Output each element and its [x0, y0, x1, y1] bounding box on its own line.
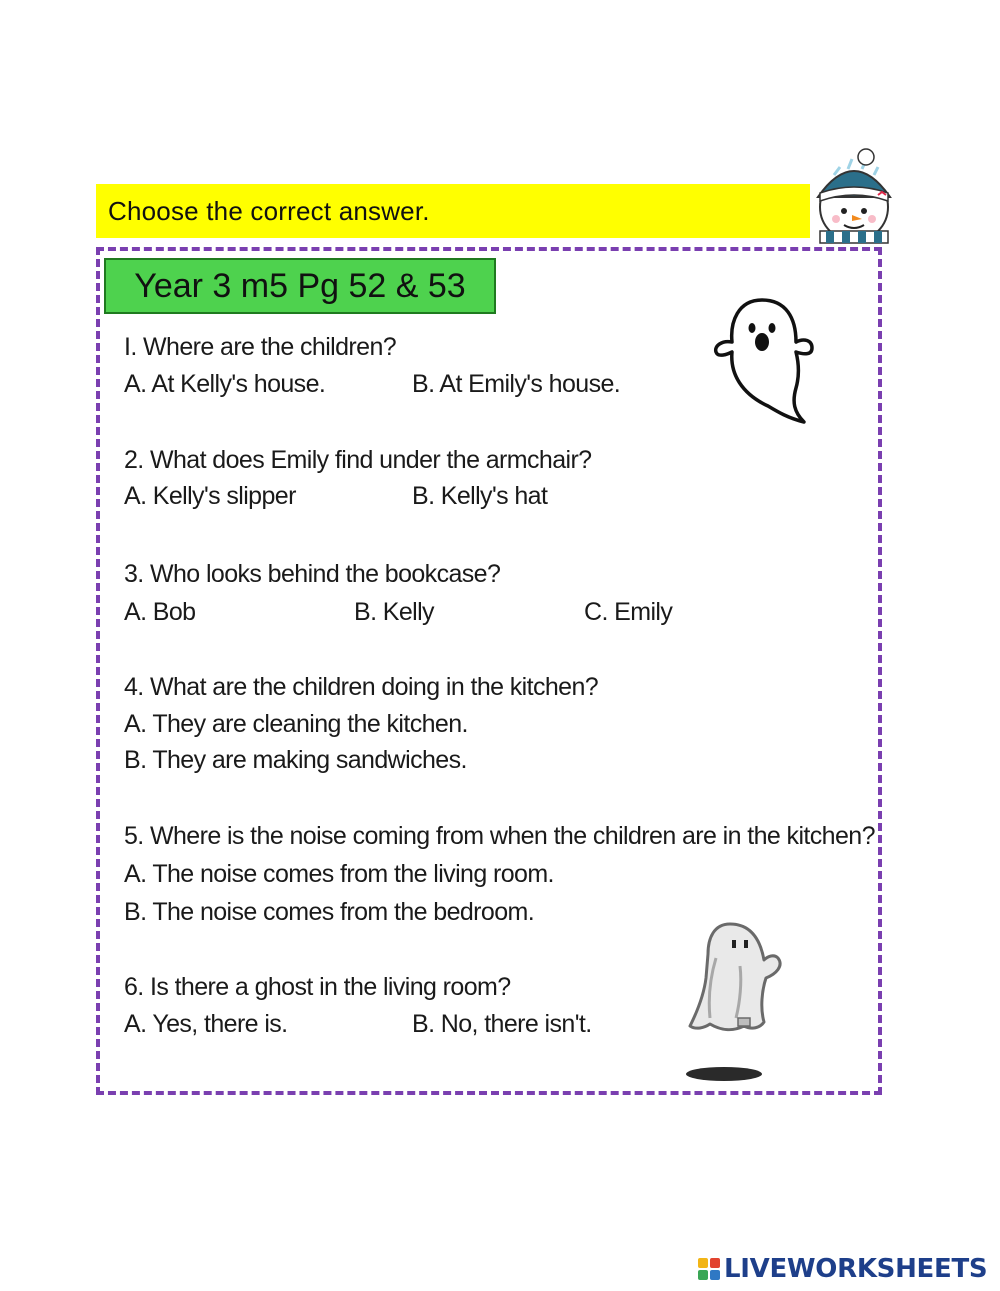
- question-3-option-a[interactable]: A. Bob: [124, 598, 196, 626]
- question-5-option-a[interactable]: A. The noise comes from the living room.: [124, 860, 554, 888]
- question-4-option-b[interactable]: B. They are making sandwiches.: [124, 746, 467, 774]
- question-4: 4. What are the children doing in the kitchen?: [124, 673, 599, 701]
- question-2-option-b[interactable]: B. Kelly's hat: [412, 482, 548, 510]
- instruction-text: Choose the correct answer.: [108, 195, 430, 226]
- question-1: I. Where are the children?: [124, 333, 397, 361]
- question-6-option-a[interactable]: A. Yes, there is.: [124, 1010, 288, 1038]
- question-5-option-b[interactable]: B. The noise comes from the bedroom.: [124, 898, 535, 926]
- question-4-option-a[interactable]: A. They are cleaning the kitchen.: [124, 710, 468, 738]
- lesson-label-text: Year 3 m5 Pg 52 & 53: [134, 266, 466, 305]
- logo-text: LIVEWORKSHEETS: [724, 1254, 988, 1284]
- question-2: 2. What does Emily find under the armchair?: [124, 446, 592, 474]
- question-2-option-a[interactable]: A. Kelly's slipper: [124, 482, 296, 510]
- liveworksheets-logo-icon: [698, 1258, 720, 1280]
- snowman-icon: [804, 145, 904, 245]
- question-1-option-a[interactable]: A. At Kelly's house.: [124, 370, 326, 398]
- question-6-option-b[interactable]: B. No, there isn't.: [412, 1010, 592, 1038]
- lesson-label: [104, 258, 496, 314]
- question-5: 5. Where is the noise coming from when the children are in the kitchen?: [124, 822, 875, 850]
- ghost-pixel-icon: [680, 918, 790, 1088]
- question-3: 3. Who looks behind the bookcase?: [124, 560, 501, 588]
- question-3-option-b[interactable]: B. Kelly: [354, 598, 434, 626]
- instruction-banner: [96, 184, 810, 238]
- ghost-cartoon-icon: [708, 294, 816, 428]
- liveworksheets-logo: [698, 1254, 987, 1284]
- question-6: 6. Is there a ghost in the living room?: [124, 973, 511, 1001]
- question-3-option-c[interactable]: C. Emily: [584, 598, 673, 626]
- question-1-option-b[interactable]: B. At Emily's house.: [412, 370, 621, 398]
